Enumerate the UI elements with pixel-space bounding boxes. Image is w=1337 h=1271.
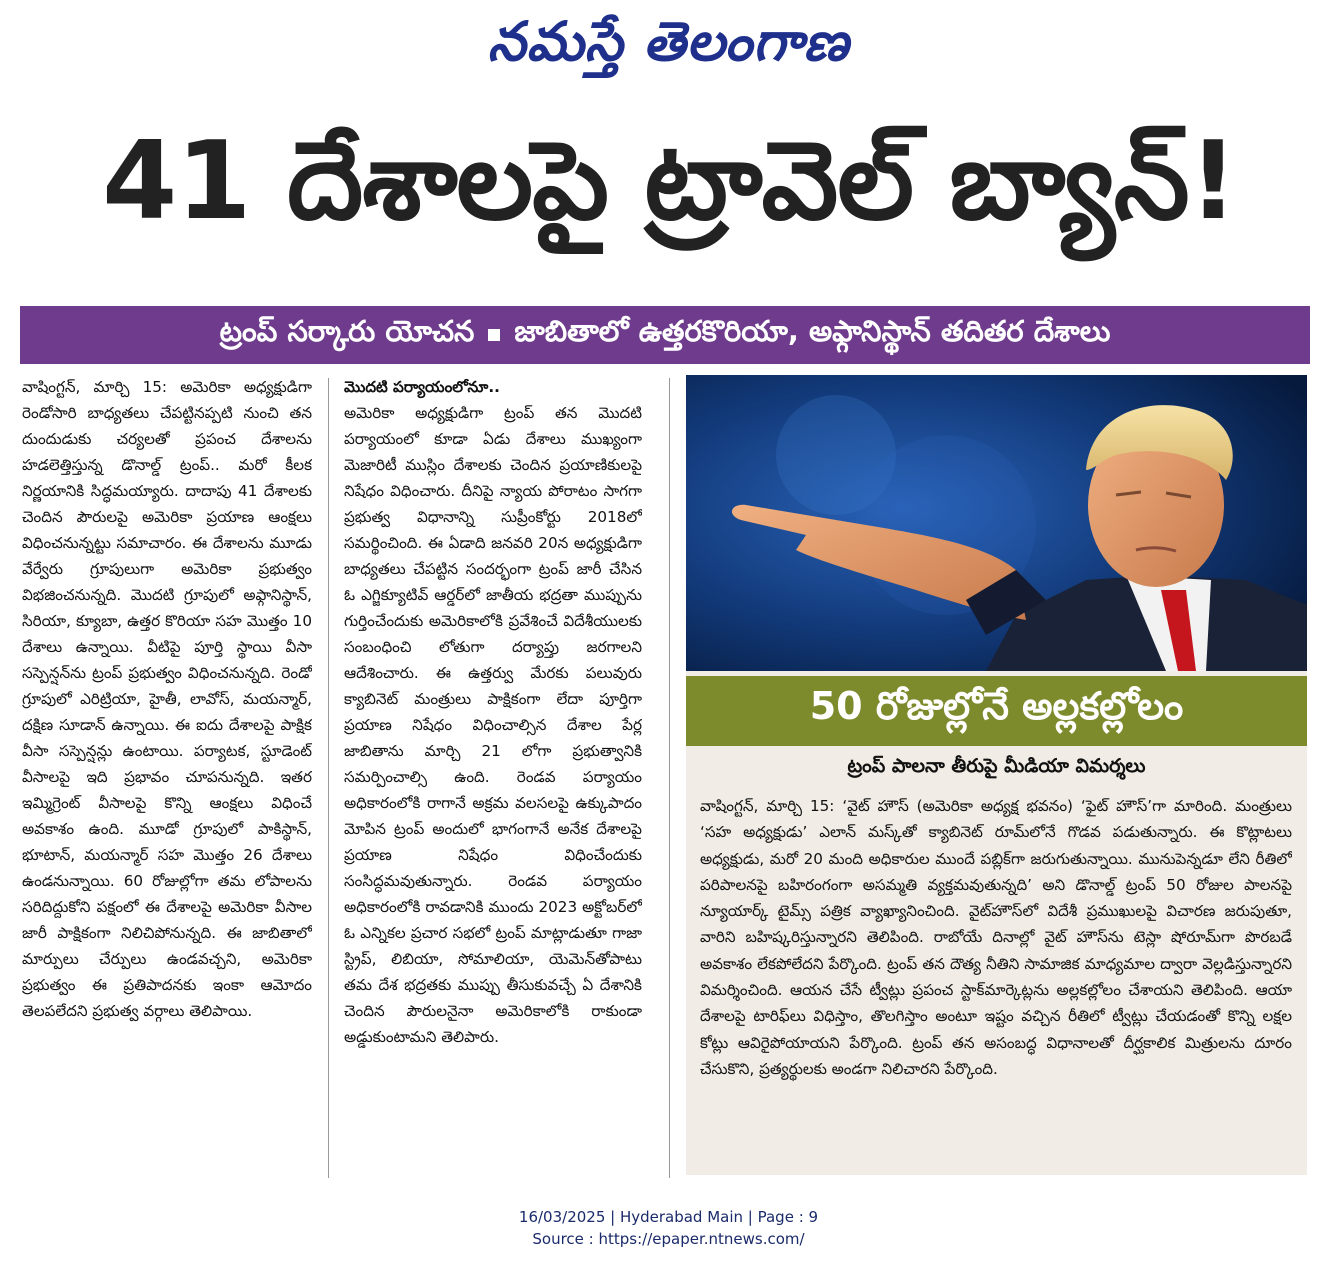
sidebar-body-text: వాషింగ్టన్, మార్చి 15: ‘వైట్ హౌస్ (అమెరికా అధ్యక్ష భవనం) ‘ఫైట్ హౌస్’గా మారింది. మంత్రులు ‘సహ అధ్యక్షుడు’ ఎలాన్ మస్క్‌తో క్యాబినెట్ రూమ్‌లోనే గొడవ పడుతున్నారు. ఈ కొట్లాటలు అధ్యక్షుడు, మరో 20 మంది అధికారుల ముందే పబ్లిక్‌గా జరుగుతున్నాయి. మునుపెన్నడూ లేని రీతిలో పరిపాలనపై బహిరంగంగా అసమ్మతి వ్యక్తమవుతున్నది’ అని డొనాల్డ్ ట్రంప్ 50 రోజుల పాలనపై న్యూయార్క్ టైమ్స్ పత్రిక వ్యాఖ్యానించింది. వైట్‌హౌస్‌లో విదేశీ ప్రముఖులపై విచారణ జరుపుతూ, వారిని బహిష్కరిస్తున్నారని తెలిపింది. రాబోయే దినాల్లో వైట్ హౌస్‌ను టెస్లా షోరూమ్‌గా పొరబడే అవకాశం లేకపోలేదని పేర్కొంది. ట్రంప్ తన దౌత్య నీతిని సామాజిక మాధ్యమాల ద్వారా వెల్లడిస్తున్నారని విమర్శించింది. ఆయన చేసే ట్వీట్లు ప్రపంచ స్టాక్‌మార్కెట్లను అల్లకల్లోలం చేశాయని తెలిపింది. ఆయా దేశాలపై టారిఫ్‌లు విధిస్తాం, తొలగిస్తాం అంటూ ఇష్టం వచ్చిన రీతిలో ట్వీట్లు చేయడంతో కొన్ని లక్షల కోట్లు ఆవిరైపోయాయని పేర్కొంది. ట్రంప్ తన అసంబద్ధ విధానాలతో దీర్ఘకాలిక మిత్రులను దూరం చేసుకొని, ప్రత్యర్థులకు అండగా నిలిచారని పేర్కొంది. — [700, 797, 1292, 1078]
column-divider — [669, 378, 670, 1178]
sidebar-subheadline: ట్రంప్ పాలనా తీరుపై మీడియా విమర్శలు — [847, 755, 1146, 777]
subheadline-part1: ట్రంప్ సర్కారు యోచన — [219, 314, 475, 348]
newspaper-logo: నమస్తే తెలంగాణ — [487, 9, 850, 73]
trump-pointing-photo — [686, 375, 1307, 671]
masthead — [0, 6, 1337, 90]
article-column-2-text: అమెరికా అధ్యక్షుడిగా ట్రంప్ తన మొదటి పర్యాయంలో కూడా ఏడు దేశాలు ముఖ్యంగా మెజారిటీ ముస్లిం దేశాలకు చెందిన ప్రయాణికులపై నిషేధం విధించారు. దీనిపై న్యాయ పోరాటం సాగగా ప్రభుత్వ విధానాన్ని సుప్రీంకోర్టు 2018లో సమర్థించింది. ఈ ఏడాది జనవరి 20న అధ్యక్షుడిగా బాధ్యతలు చేపట్టిన సందర్భంగా ట్రంప్ జారీ చేసిన ఓ ఎగ్జిక్యూటివ్ ఆర్డర్‌లో జాతీయ భద్రతా ముప్పును గుర్తించేందుకు అమెరికాలోకి ప్రవేశించే విదేశీయులకు సంబంధించి లోతుగా దర్యాప్తు జరగాలని ఆదేశించారు. ఈ ఉత్తర్వు మేరకు పలువురు క్యాబినెట్ మంత్రులు పాక్షికంగా లేదా పూర్తిగా ప్రయాణ నిషేధం విధించాల్సిన దేశాల పేర్ల జాబితాను మార్చి 21 లోగా ప్రభుత్వానికి సమర్పించాల్సి ఉంది. రెండవ పర్యాయం అధికారంలోకి రాగానే అక్రమ వలసలపై ఉక్కుపాదం మోపిన ట్రంప్ అందులో భాగంగానే అనేక దేశాలపై ప్రయాణ నిషేధం విధించేందుకు సంసిద్ధమవుతున్నారు. రెండవ పర్యాయం అధికారంలోకి రావడానికి ముందు 2023 అక్టోబర్‌లో ఓ ఎన్నికల ప్రచార సభలో ట్రంప్ మాట్లాడుతూ గాజా స్ట్రిప్, లిబియా, సోమాలియా, యెమెన్‌తోపాటు తమ దేశ భద్రతకు ముప్పు తీసుకువచ్చే ఏ దేశానికి చెందిన పౌరులనైనా అమెరికాలోకి రాకుండా అడ్డుకుంటామని తెలిపారు. — [344, 404, 642, 1046]
article-column-1: వాషింగ్టన్, మార్చి 15: అమెరికా అధ్యక్షుడిగా రెండోసారి బాధ్యతలు చేపట్టినప్పటి నుంచి తన దుందుడుకు చర్యలతో ప్రపంచ దేశాలను హడలెత్తిస్తున్న డొనాల్డ్ ట్రంప్.. మరో కీలక నిర్ణయానికి సిద్ధమయ్యారు. దాదాపు 41 దేశాలకు చెందిన పౌరులపై అమెరికా ప్రయాణ ఆంక్షలు విధించనున్నట్టు సమాచారం. ఈ దేశాలను మూడు వేర్వేరు గ్రూపులుగా అమెరికా ప్రభుత్వం విభజించనున్నది. మొదటి గ్రూపులో అఫ్గానిస్థాన్, సిరియా, క్యూబా, ఉత్తర కొరియా సహ మొత్తం 10 దేశాలు ఉన్నాయి. వీటిపై పూర్తి స్థాయి వీసా సస్పెన్షన్‌ను ట్రంప్ ప్రభుత్వం విధించనున్నది. రెండో గ్రూపులో ఎరిట్రియా, హైతీ, లావోస్, మయన్మార్, దక్షిణ సూడాన్ ఉన్నాయి. ఈ ఐదు దేశాలపై పాక్షిక వీసా సస్పెన్షన్లు ఉంటాయి. పర్యాటక, స్టూడెంట్ వీసాలపై ఇది ప్రభావం చూపనున్నది. ఇతర ఇమ్మిగ్రెంట్ వీసాలపై కొన్ని ఆంక్షలు విధించే అవకాశం ఉంది. మూడో గ్రూపులో పాకిస్థాన్, భూటాన్, మయన్మార్ సహ మొత్తం 26 దేశాలు ఉండనున్నాయి. 60 రోజుల్లోగా తమ లోపాలను సరిదిద్దుకోని పక్షంలో ఈ దేశాలపై అమెరికా వీసాల జారీ పాక్షికంగా నిలిచిపోనున్నది. ఈ జాబితాలో మార్పులు చేర్పులు ఉండవచ్చని, అమెరికా ప్రభుత్వం ఈ ప్రతిపాదనకు ఇంకా ఆమోదం తెలపలేదని ప్రభుత్వ వర్గాలు తెలిపాయి. — [22, 378, 312, 1020]
subheadline-band — [20, 306, 1310, 364]
article-column-2 — [344, 374, 642, 1179]
footer-source-link[interactable]: Source : https://epaper.ntnews.com/ — [532, 1230, 805, 1248]
subheadline-part2: జాబితాలో ఉత్తరకొరియా, అఫ్గానిస్థాన్ తదితర దేశాలు — [514, 314, 1111, 348]
headline: 41 దేశాలపై ట్రావెల్ బ్యాన్! — [102, 119, 1237, 244]
news-photo — [686, 375, 1307, 671]
footer-edition-info: 16/03/2025 | Hyderabad Main | Page : 9 — [518, 1208, 819, 1226]
page-footer — [0, 1206, 1337, 1250]
section-title: మొదటి పర్యాయంలోనూ.. — [344, 378, 500, 396]
sidebar-headline: 50 రోజుల్లోనే అల్లకల్లోలం — [686, 676, 1307, 746]
sidebar-story — [686, 375, 1307, 1175]
column-divider — [328, 378, 329, 1178]
square-bullet-icon — [488, 329, 500, 341]
